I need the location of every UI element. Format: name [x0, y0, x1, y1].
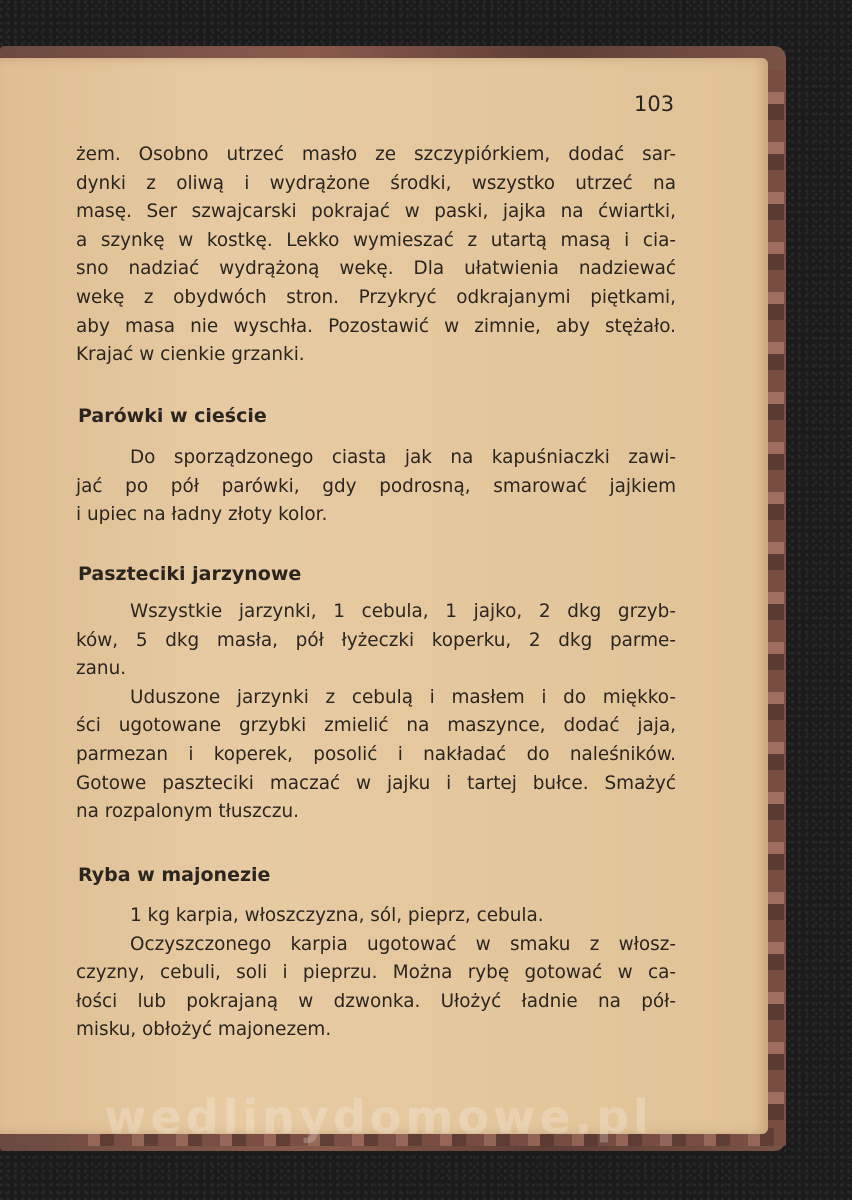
recipe-title: Parówki w cieście [78, 405, 267, 427]
text-line: łości lub pokrajaną w dzwonka. Ułożyć ładnie na pół- [76, 990, 676, 1012]
text-line: Gotowe paszteciki maczać w jajku i tartej bułce. Smażyć [76, 772, 676, 794]
text-line: zanu. [76, 658, 127, 680]
text-line: czyzny, cebuli, soli i pieprzu. Można rybę gotować w ca- [76, 962, 676, 984]
text-line: Krajać w cienkie grzanki. [76, 344, 305, 366]
recipe-title: Ryba w majonezie [78, 864, 271, 886]
text-line: sno nadziać wydrążoną wekę. Dla ułatwienia nadziewać [76, 258, 676, 280]
text-line: ków, 5 dkg masła, pół łyżeczki koperku, 2 dkg parme- [76, 629, 676, 651]
text-line: ści ugotowane grzybki zmielić na maszynce, dodać jaja, [76, 715, 676, 737]
intro-paragraph [76, 141, 676, 370]
text-line: Uduszone jarzynki z cebulą i masłem i do miękko- [130, 686, 676, 708]
text-line: jać po pół parówki, gdy podrosną, smarować jajkiem [76, 475, 676, 497]
text-line: 1 kg karpia, włoszczyzna, sól, pieprz, cebula. [130, 905, 544, 926]
text-line: wekę z obydwóch stron. Przykryć odkrajanymi piętkami, [76, 286, 676, 308]
text-line: masę. Ser szwajcarski pokrajać w paski, jajka na ćwiartki, [76, 201, 676, 223]
text-line: dynki z oliwą i wydrążone środki, wszystko utrzeć na [76, 172, 676, 194]
recipe-body [76, 598, 676, 827]
watermark: wedlinydomowe.pl [104, 1090, 653, 1144]
text-line: aby masa nie wyschła. Pozostawić w zimnie, aby stężało. [76, 315, 676, 337]
text-line: Oczyszczonego karpia ugotować w smaku z włosz- [130, 933, 676, 955]
recipe-body [76, 444, 676, 530]
text-line: parmezan i koperek, posolić i nakładać do naleśników. [76, 743, 676, 765]
page-number: 103 [634, 92, 675, 116]
text-line: żem. Osobno utrzeć masło ze szczypiórkiem, dodać sar- [76, 144, 676, 165]
text-line: Do sporządzonego ciasta jak na kapuśniaczki zawi- [130, 447, 676, 468]
recipe-body [76, 902, 676, 1045]
text-line: Wszystkie jarzynki, 1 cebula, 1 jajko, 2 dkg grzyb- [130, 601, 676, 622]
text-line: a szynkę w kostkę. Lekko wymieszać z utartą masą i cia- [76, 229, 676, 251]
text-line: i upiec na ładny złoty kolor. [76, 504, 328, 526]
text-line: na rozpalonym tłuszczu. [76, 801, 300, 823]
text-line: misku, obłożyć majonezem. [76, 1019, 332, 1041]
recipe-title: Paszteciki jarzynowe [78, 563, 302, 585]
